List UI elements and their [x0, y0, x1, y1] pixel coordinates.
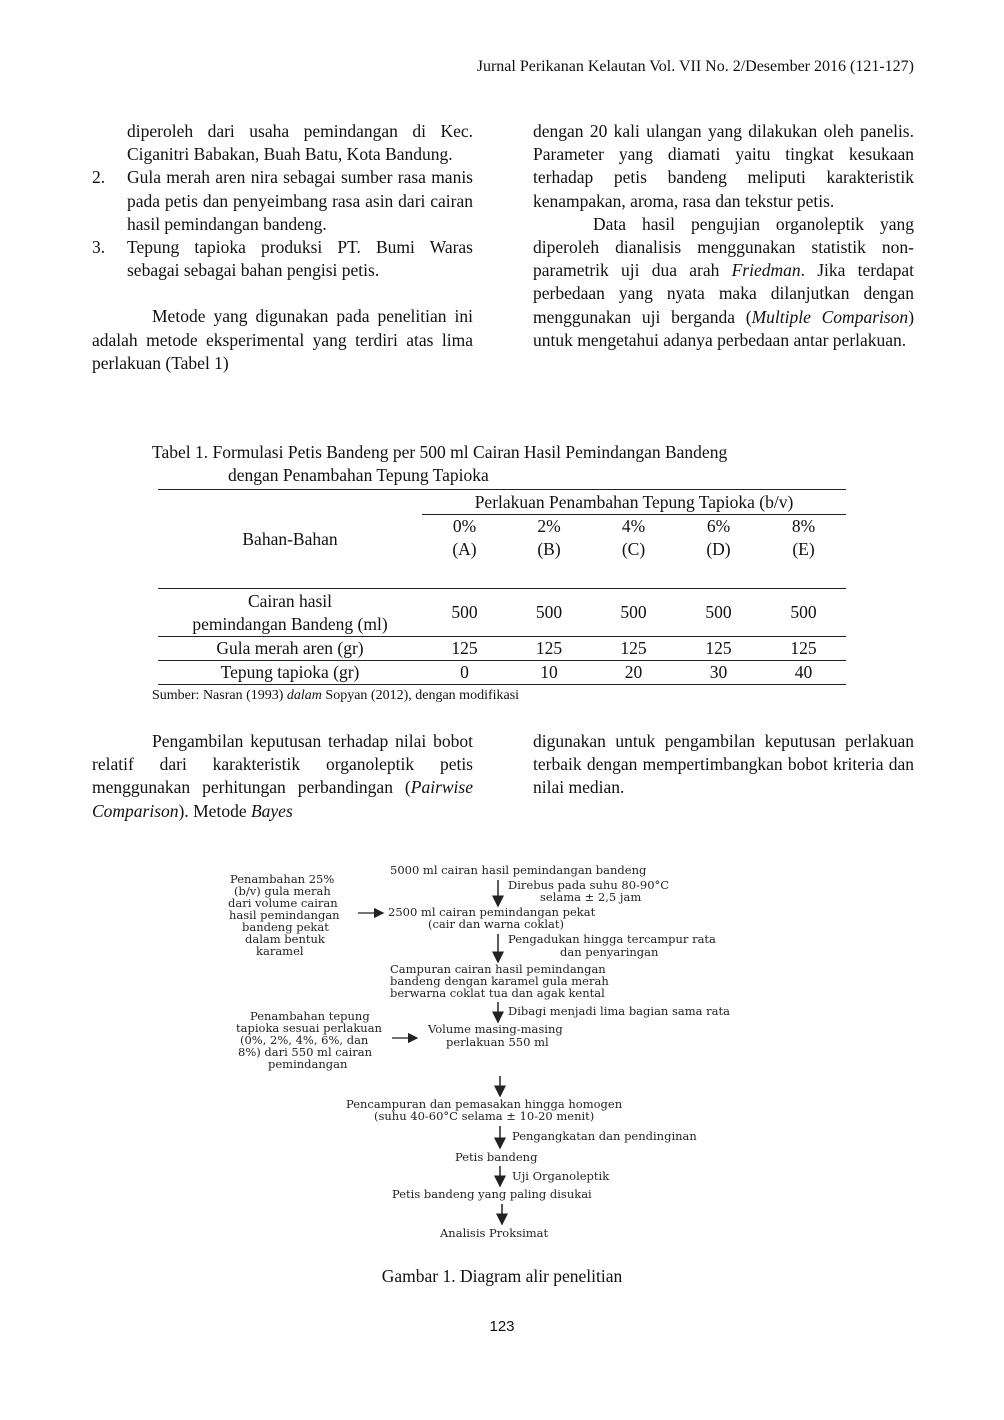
table-row: Cairan hasil pemindangan Bandeng (ml) 500 500 500 500 500	[158, 589, 846, 637]
flow-step: Pengangkatan dan pendinginan	[512, 1129, 697, 1143]
paragraph: dengan 20 kali ulangan yang dilakukan oleh panelis. Parameter yang diamati yaitu tingkat kesukaan terhadap petis bandeng meliputi karakteristik kenampakan, aroma, rasa dan tekstur petis.	[533, 121, 914, 211]
flow-side-note: Penambahan 25%	[230, 872, 335, 886]
flow-node: Petis bandeng yang paling disukai	[392, 1187, 592, 1201]
svg-text:karamel: karamel	[256, 944, 304, 958]
right-column-bottom	[533, 730, 914, 800]
svg-text:8%) dari 550 ml cairan: 8%) dari 550 ml cairan	[238, 1045, 373, 1059]
svg-text:bandeng dengan karamel gula me: bandeng dengan karamel gula merah	[390, 974, 609, 988]
flow-side-note: Penambahan tepung	[250, 1009, 370, 1023]
page-number: 123	[489, 1318, 515, 1335]
paragraph: Data hasil pengujian organoleptik yang diperoleh dianalisis menggunakan statistik non-parametrik uji dua arah Friedman. Jika terdapat perbedaan yang nyata maka dilanjutkan dengan menggunakan uji berganda (Multiple Comparison) untuk mengetahui adanya perbedaan antar perlakuan.	[533, 213, 915, 350]
flow-node: Campuran cairan hasil pemindangan	[390, 962, 606, 976]
list-item: diperoleh dari usaha pemindangan di Kec. Ciganitri Babakan, Buah Batu, Kota Bandung.	[127, 121, 473, 165]
flow-node: Volume masing-masing	[428, 1022, 563, 1036]
flow-step: selama ± 2,5 jam	[540, 890, 642, 904]
flow-step: Pengadukan hingga tercampur rata	[508, 932, 716, 946]
list-item: 3. Tepung tapioka produksi PT. Bumi Waras sebagai sebagai bahan pengisi petis.	[92, 237, 473, 281]
left-column-top	[92, 120, 473, 375]
group-header: Perlakuan Penambahan Tepung Tapioka (b/v)	[422, 490, 846, 515]
left-column-bottom	[92, 730, 473, 823]
flow-step: Dibagi menjadi lima bagian sama rata	[508, 1004, 730, 1018]
flow-node: (cair dan warna coklat)	[428, 917, 564, 931]
flow-node: 2500 ml cairan pemindangan pekat	[388, 905, 596, 919]
paragraph: digunakan untuk pengambilan keputusan perlakuan terbaik dengan mempertimbangkan bobot kriteria dan nilai median.	[533, 731, 914, 798]
svg-text:berwarna coklat tua dan agak k: berwarna coklat tua dan agak kental	[390, 986, 605, 1000]
journal-header: Jurnal Perikanan Kelautan Vol. VII No. 2/Desember 2016 (121-127)	[476, 58, 914, 75]
table-row: Gula merah aren (gr) 125 125 125 125 125	[158, 637, 846, 661]
flow-step: Uji Organoleptik	[512, 1169, 610, 1183]
list-item: 2. Gula merah aren nira sebagai sumber rasa manis pada petis dan penyeimbang rasa asin dari cairan hasil pemindangan bandeng.	[92, 167, 473, 234]
research-flow-diagram	[0, 850, 1004, 1250]
table-row: Tepung tapioka (gr) 0 10 20 30 40	[158, 661, 846, 685]
flow-node: Petis bandeng	[455, 1150, 538, 1164]
right-column-top	[533, 120, 914, 352]
flow-node: Pencampuran dan pemasakan hingga homogen	[346, 1097, 623, 1111]
materials-list	[92, 120, 473, 282]
table-source: Sumber: Nasran (1993) dalam Sopyan (2012), dengan modifikasi	[152, 688, 520, 703]
svg-text:dalam bentuk: dalam bentuk	[245, 932, 325, 946]
svg-text:bandeng pekat: bandeng pekat	[242, 920, 329, 934]
table-caption: Tabel 1. Formulasi Petis Bandeng per 500 ml Cairan Hasil Pemindangan Bandeng dengan Penambahan Tepung Tapioka	[152, 442, 728, 485]
formulation-table: Bahan-Bahan Perlakuan Penambahan Tepung Tapioka (b/v) 0% 2% 4% 6% 8% (A) (B) (C) (D) (E) Cairan hasil pemindangan Bandeng (ml) 500 500 500 500 500 Gula merah aren (gr) 125 125 125 125 125 Tepung tapioka (gr) 0 10 20 30 40	[158, 489, 846, 685]
flow-node: (suhu 40-60°C selama ± 10-20 menit)	[374, 1109, 595, 1123]
svg-text:dari volume cairan: dari volume cairan	[228, 896, 338, 910]
svg-text:pemindangan: pemindangan	[268, 1057, 348, 1071]
flow-node: 5000 ml cairan hasil pemindangan bandeng	[390, 863, 647, 877]
flow-step: dan penyaringan	[560, 945, 659, 959]
svg-text:(b/v) gula merah: (b/v) gula merah	[234, 884, 331, 898]
flow-node: perlakuan 550 ml	[446, 1035, 549, 1049]
flow-step: Direbus pada suhu 80-90°C	[508, 878, 670, 892]
svg-text:tapioka sesuai perlakuan: tapioka sesuai perlakuan	[236, 1021, 382, 1035]
paragraph: Pengambilan keputusan terhadap nilai bobot relatif dari karakteristik organoleptik petis menggunakan perhitungan perbandingan (Pairwise Comparison). Metode Bayes	[92, 731, 473, 821]
row-header: Bahan-Bahan	[242, 528, 338, 549]
method-paragraph: Metode yang digunakan pada penelitian ini adalah metode eksperimental yang terdiri atas lima perlakuan (Tabel 1)	[92, 306, 473, 373]
figure-caption: Gambar 1. Diagram alir penelitian	[381, 1266, 623, 1286]
flow-node: Analisis Proksimat	[440, 1226, 549, 1240]
svg-text:(0%, 2%, 4%, 6%, dan: (0%, 2%, 4%, 6%, dan	[240, 1033, 369, 1047]
svg-text:hasil pemindangan: hasil pemindangan	[229, 908, 340, 922]
